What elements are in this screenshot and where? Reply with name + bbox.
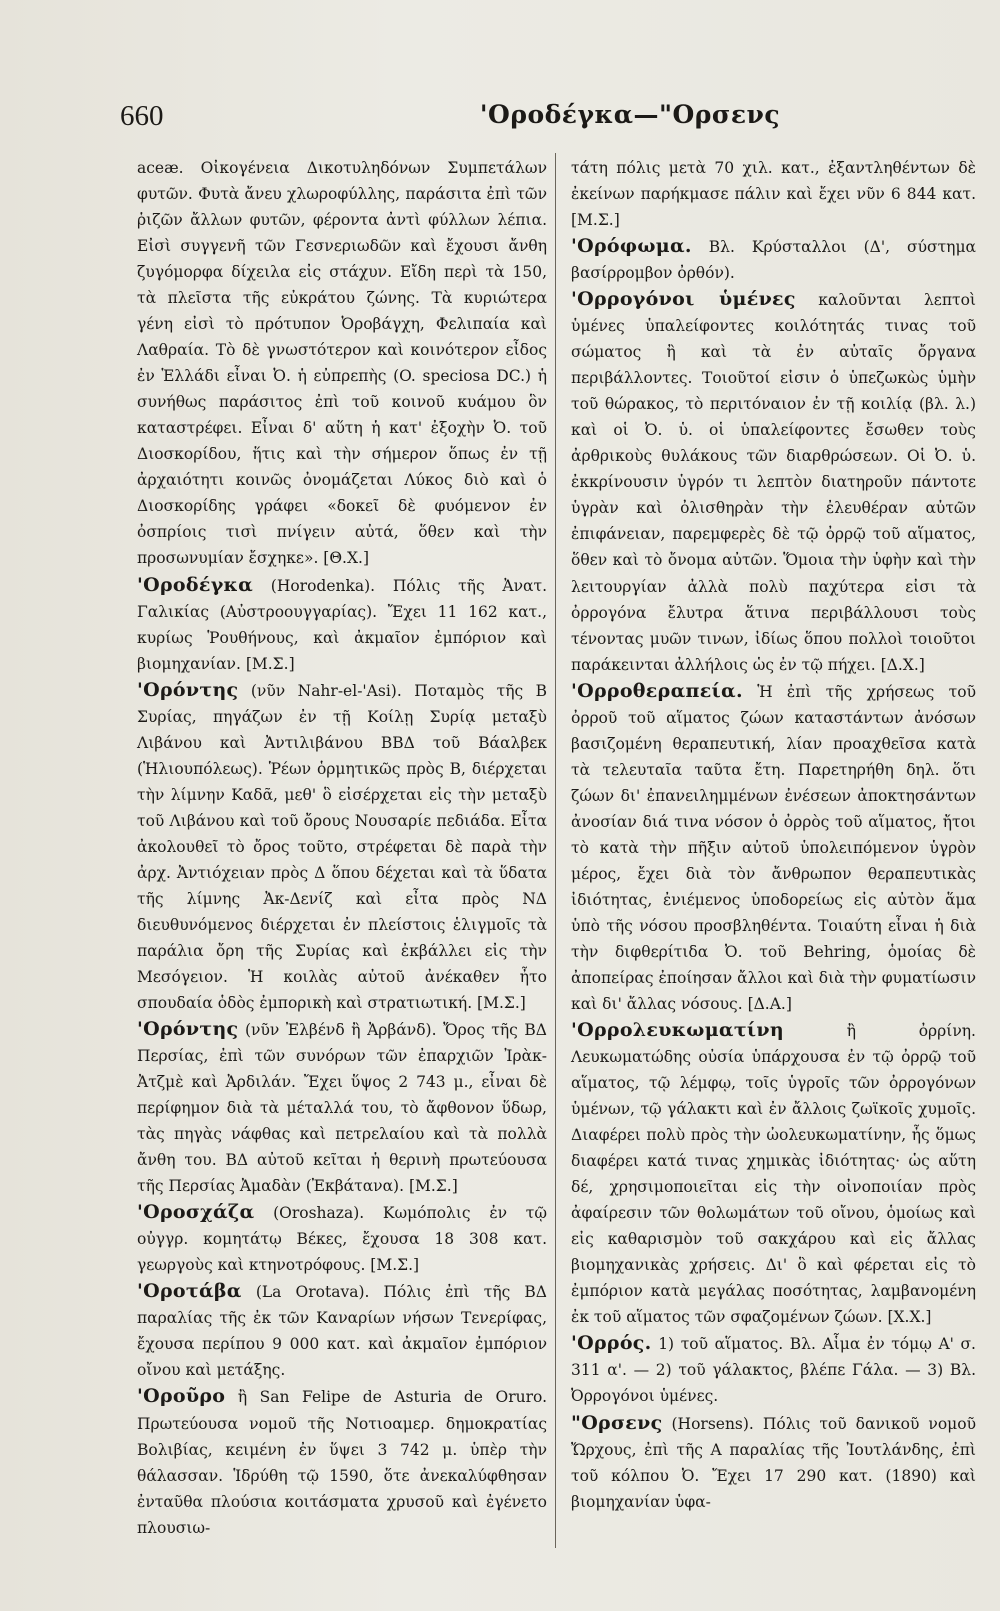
entry — [137, 155, 547, 572]
entry-text: ἢ ὀρρίνη. Λευκωματώδης οὐσία ὑπάρχουσα ἐν τῷ ὀρρῷ τοῦ αἵματος, τῷ λέμφῳ, τοῖς ὑγροῖς τῶν ὀρρογόνων ὑμένων, τῷ γάλακτι καὶ ἐν ἄλλοις ζωϊκοῖς χυμοῖς. Διαφέρει πολὺ πρὸς τὴν ὠολευκωματίνην, ἧς ὅμως διαφέρει κατά τινας χημικὰς ἰδιότητας· ὡς αὕτη δέ, χρησιμοποιεῖται εἰς τὴν οἰνοποιίαν πρὸς ἀφαίρεσιν τῶν θολωμάτων τοῦ οἴνου, ὁμοίως καὶ εἰς καθαρισμὸν τοῦ σακχάρου καὶ εἰς ἄλλας βιομηχανικὰς χρήσεις. Δι' ὃ καὶ φέρεται εἰς τὸ ἐμπόριον κατὰ μεγάλας ποσότητας, λαμβανομένη ἐκ τοῦ αἵματος τῶν σφαζομένων ζώων. [Χ.Χ.] — [571, 1022, 976, 1327]
entry-headword: 'Ορόντης — [137, 1018, 239, 1041]
entry-text: 1) τοῦ αἵματος. Βλ. Αἷμα ἐν τόμῳ Α' σ. 311 α'. — 2) τοῦ γάλακτος, βλέπε Γάλα. — 3) Βλ. Ὀρρογόνοι ὑμένες. — [571, 1335, 976, 1406]
entry-text: (La Orotava). Πόλις ἐπὶ τῆς ΒΔ παραλίας τῆς ἐκ τῶν Καναρίων νήσων Τενερίφας, ἔχουσα περίπου 9 000 κατ. καὶ ἀκμαῖον ἐμπόριον οἴνου καὶ μετάξης. — [137, 1283, 547, 1380]
page-number: 660 — [120, 100, 164, 132]
entry-text: (Oroshaza). Κωμόπολις ἐν τῷ οὐγγρ. κομητάτῳ Βέκες, ἔχουσα 18 308 κατ. γεωργοὺς καὶ κτηνοτρόφους. [Μ.Σ.] — [137, 1204, 547, 1275]
entry-headword: 'Οροσχάζα — [137, 1201, 255, 1224]
entry-headword: 'Ορρογόνοι ὑμένες — [571, 288, 796, 311]
entry — [571, 1017, 976, 1330]
entry-headword: "Ορσενς — [571, 1411, 663, 1434]
entry-text: aceæ. Οἰκογένεια Δικοτυληδόνων Συμπετάλων φυτῶν. Φυτὰ ἄνευ χλωροφύλλης, παράσιτα ἐπὶ τῶν ῥιζῶν ἄλλων φυτῶν, φέροντα ἀντὶ φύλλων λέπια. Εἰσὶ συγγενῆ τῶν Γεσνεριωδῶν καὶ ἔχουσι ἄνθη ζυγόμορφα δίχειλα εἰς στάχυν. Εἴδη περὶ τὰ 150, τὰ πλεῖστα τῆς εὐκράτου ζώνης. Τὰ κυριώτερα γένη εἰσὶ τὸ πρότυπον Ὀροβάγχη, Φελιπαία καὶ Λαθραία. Τὸ δὲ γνωστότερον καὶ κοινότερον εἶδος ἐν Ἑλλάδι εἶναι Ὀ. ἡ εὐπρεπὴς (O. speciosa DC.) ἡ συνήθως παράσιτος ἐπὶ τοῦ κοινοῦ κυάμου ὃν καταστρέφει. Εἶναι δ' αὕτη ἡ κατ' ἐξοχὴν Ὀ. τοῦ Διοσκορίδου, ἥτις καὶ τὴν σήμερον ὅπως ἐν τῇ ἀρχαιότητι κοινῶς ὀνομάζεται Λύκος διὸ καὶ ὁ Διοσκορίδης γράφει «δοκεῖ δὲ φυόμενον ἐν ὀσπρίοις τισὶ πνίγειν αὐτά, ὅθεν καὶ τὴν προσωνυμίαν ἔσχηκε». [Θ.Χ.] — [137, 159, 547, 568]
entry-text: καλοῦνται λεπτοὶ ὑμένες ὑπαλείφοντες κοιλότητάς τινας τοῦ σώματος ἢ καὶ τὰ ἐν αὐταῖς ὄργανα περιβάλλοντες. Τοιοῦτοί εἰσιν ὁ ὑπεζωκὼς ὑμὴν τοῦ θώρακος, τὸ περιτόναιον ἐν τῇ κοιλίᾳ (βλ. λ.) καὶ οἱ Ὀ. ὑ. οἱ ὑπαλείφοντες ἔσωθεν τοὺς ἀρθρικοὺς θυλάκους τῶν διαρθρώσεων. Οἱ Ὀ. ὑ. ἐκκρίνουσιν ὑγρόν τι λεπτὸν διατηροῦν πάντοτε ὑγρὰν καὶ ὀλισθηρὰν τὴν ἐλευθέραν αὐτῶν ἐπιφάνειαν, παρεμφερὲς δὲ τῷ ὀρρῷ τοῦ αἵματος, ὅθεν καὶ τὸ ὄνομα αὐτῶν. Ὅμοια τὴν ὑφὴν καὶ τὴν λειτουργίαν ἀλλὰ πολὺ παχύτερα εἰσι τὰ ὀρρογόνα ἔλυτρα ἅτινα περιβάλλουσι τοὺς τένοντας μυῶν τινων, ἰδίως ὅπου πολλοὶ τοιοῦτοι παράκεινται ἀλλήλοις ὡς ἐν τῷ πήχει. [Δ.Χ.] — [571, 291, 976, 674]
entry-headword: 'Οροῦρο — [137, 1385, 226, 1408]
column-divider — [555, 153, 556, 1548]
entry-headword: 'Ορροθεραπεία. — [571, 679, 743, 702]
entry — [137, 1016, 547, 1199]
entry-text: τάτη πόλις μετὰ 70 χιλ. κατ., ἐξαντληθέντων δὲ ἐκείνων παρήκμασε πάλιν καὶ ἔχει νῦν 6 844 κατ. [Μ.Σ.] — [571, 159, 976, 230]
entry-headword: 'Ορρός. — [571, 1332, 652, 1355]
entry — [137, 1278, 547, 1383]
entry — [137, 1383, 547, 1540]
entry-headword: 'Οροδέγκα — [137, 573, 254, 596]
entry — [571, 233, 976, 286]
entry-text: (Horodenka). Πόλις τῆς Ἀνατ. Γαλικίας (Αὐστροουγγαρίας). Ἔχει 11 162 κατ., κυρίως Ῥουθήνους, καὶ ἀκμαῖον ἐμπόριον καὶ βιομηχανίαν. [Μ.Σ.] — [137, 576, 547, 673]
entry — [571, 1410, 976, 1515]
right-column — [571, 155, 976, 1515]
entry — [571, 678, 976, 1017]
entry — [137, 677, 547, 1016]
entry-text: Βλ. Κρύσταλλοι (Δ', σύστημα βασίρρομβον ὀρθόν). — [571, 238, 976, 283]
entry-text: (νῦν Nahr-el-'Asi). Ποταμὸς τῆς Β Συρίας, πηγάζων ἐν τῇ Κοίλῃ Συρίᾳ μεταξὺ Λιβάνου καὶ Ἀντιλιβάνου ΒΒΔ τοῦ Βάαλβεκ (Ἡλιουπόλεως). Ῥέων ὁρμητικῶς πρὸς Β, διέρχεται τὴν λίμνην Καδᾶ, μεθ' ὃ εἰσέρχεται εἰς τὴν μεταξὺ τοῦ Λιβάνου καὶ τοῦ ὄρους Νουσαρίε πεδιάδα. Εἶτα ἀκολουθεῖ τὸ ὄρος τοῦτο, στρέφεται δὲ παρὰ τὴν ἀρχ. Ἀντιόχειαν πρὸς Δ ὅπου δέχεται καὶ τὰ ὕδατα τῆς λίμνης Ἀκ-Δενίζ καὶ εἶτα πρὸς ΝΔ διευθυνόμενος διέρχεται ἐν πλείστοις ἑλιγμοῖς τὰ παράλια ὄρη τῆς Συρίας καὶ ἐκβάλλει εἰς τὴν Μεσόγειον. Ἡ κοιλὰς αὐτοῦ ἀνέκαθεν ἦτο σπουδαία ὁδὸς ἐμπορικὴ καὶ στρατιωτική. [Μ.Σ.] — [137, 681, 547, 1012]
entry-headword: 'Οροτάβα — [137, 1280, 242, 1303]
entry-headword: 'Ορόφωμα. — [571, 235, 692, 258]
entry-text: ἢ San Felipe de Asturia de Oruro. Πρωτεύουσα νομοῦ τῆς Νοτιοαμερ. δημοκρατίας Βολιβίας, κειμένη ἐν ὕψει 3 742 μ. ὑπὲρ τὴν θάλασσαν. Ἱδρύθη τῷ 1590, ὅτε ἀνεκαλύφθησαν ἐνταῦθα πλούσια κοιτάσματα χρυσοῦ καὶ ἐγένετο πλουσιω- — [137, 1388, 547, 1537]
entry — [571, 155, 976, 233]
entry-text: (νῦν Ἐλβένδ ἢ Ἀρβάνδ). Ὄρος τῆς ΒΔ Περσίας, ἐπὶ τῶν συνόρων τῶν ἐπαρχιῶν Ἰρὰκ-Ἀτζμὲ καὶ Ἀρδιλάν. Ἔχει ὕψος 2 743 μ., εἶναι δὲ περίφημον διὰ τὰ μέταλλά του, τὸ ἄφθονον ὕδωρ, τὰς πηγὰς νάφθας καὶ πετρελαίου καὶ τὰ πολλὰ ἄνθη του. ΒΔ αὐτοῦ κεῖται ἡ θερινὴ πρωτεύουσα τῆς Περσίας Ἀμαδὰν (Ἐκβάτανα). [Μ.Σ.] — [137, 1021, 547, 1196]
running-head: 'Οροδέγκα—"Ορσενς — [479, 100, 781, 129]
entry-text: Ἡ ἐπὶ τῆς χρήσεως τοῦ ὀρροῦ τοῦ αἵματος ζώων καταστάντων ἀνόσων βασιζομένη θεραπευτική, λίαν προαχθεῖσα κατὰ τὰ τελευταῖα ταῦτα ἔτη. Παρετηρήθη δηλ. ὅτι ζώων δι' ἐπανειλημμένων ἐνέσεων ἀποκτησάντων ἀνοσίαν διά τινα νόσον ὁ ὀρρὸς τοῦ αἵματος, ἤτοι τὸ κατὰ τὴν πῆξιν αὐτοῦ ὑπολειπόμενον ὑγρὸν μέρος, ἔχει διὰ τὸν ἄνθρωπον θεραπευτικὰς ἰδιότητας, ἐνιέμενος ὑποδορείως εἰς αὐτὸν ἅμα ὑπὸ τῆς νόσου προσβληθέντα. Τοιαύτη εἶναι ἡ διὰ τὴν διφθερίτιδα Ὀ. τοῦ Behring, ὁμοίας δὲ ἀποπείρας ἐποίησαν ἄλλοι καὶ διὰ τὴν φυματίωσιν καὶ δι' ἄλλας νόσους. [Δ.Α.] — [571, 682, 976, 1013]
entry — [571, 1330, 976, 1409]
entry — [137, 572, 547, 677]
page-header — [120, 92, 950, 140]
left-column — [137, 155, 547, 1541]
entry-text: (Horsens). Πόλις τοῦ δανικοῦ νομοῦ Ὤρχους, ἐπὶ τῆς Α παραλίας τῆς Ἰουτλάνδης, ἐπὶ τοῦ κόλπου Ὀ. Ἔχει 17 290 κατ. (1890) καὶ βιομηχανίαν ὑφα- — [571, 1414, 976, 1511]
entry — [137, 1199, 547, 1278]
entry-headword: 'Ορόντης — [137, 678, 239, 701]
entry — [571, 286, 976, 677]
entry-headword: 'Ορρολευκωματίνη — [571, 1019, 785, 1042]
